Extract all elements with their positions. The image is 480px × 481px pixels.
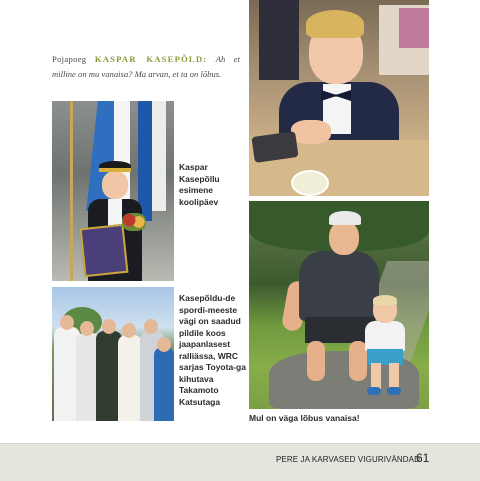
flag-blue: [138, 101, 152, 221]
person-head: [144, 319, 158, 334]
person-head: [157, 337, 171, 352]
photo-first-school-day: [52, 101, 174, 281]
caption-photo4: Mul on väga lõbus vanaisa!: [249, 413, 360, 423]
person-head: [122, 323, 136, 338]
caption-photo1: Kaspar Kasepõllu esimene koolipäev: [179, 162, 220, 207]
boy-hand: [291, 120, 331, 144]
background-person: [259, 0, 299, 80]
child-leg: [389, 363, 399, 389]
boy-hair: [306, 10, 364, 38]
photo-group-with-rally-driver: [52, 287, 174, 421]
person: [118, 335, 142, 421]
person-head: [60, 315, 74, 330]
person-head: [102, 319, 116, 334]
footer-title: PERE JA KARVASED VIGURIVÄNDAD: [276, 455, 420, 464]
man-face: [329, 221, 359, 255]
intro-quote: [52, 52, 240, 82]
book: [80, 224, 129, 277]
person-head: [80, 321, 94, 336]
boy-face: [102, 171, 128, 199]
man-cap: [329, 211, 361, 225]
background-person: [399, 8, 429, 48]
child-shoe: [367, 387, 381, 395]
photo-boy-bow-tie: [249, 0, 429, 196]
child-shoe: [387, 387, 401, 395]
flag-pole: [70, 101, 73, 281]
cup: [291, 170, 329, 196]
school-cap-band: [99, 168, 131, 172]
photo-grandfather-and-child: [249, 201, 429, 409]
quote-speaker-name: KASPAR KASEPÕLD:: [94, 54, 208, 64]
child-leg: [371, 363, 381, 389]
flowers: [122, 213, 146, 231]
page-number: 61: [416, 451, 430, 465]
person: [154, 347, 174, 421]
flag-white: [152, 101, 166, 211]
caption-photo2: Kasepõldu-de spordi-meeste vägi on saadud pildile koos jaapanlasest ralliässa, WRC sarjas Toyota-ga kihutava Takamoto Katsutaga: [179, 293, 246, 407]
man-leg: [307, 341, 325, 381]
quote-text: Ah et milline on mu vanaisa? Ma arvan, et ta on lõbus.: [52, 54, 240, 79]
quote-prefix: Pojapoeg: [52, 54, 87, 64]
man-tshirt: [299, 251, 379, 321]
child-shirt: [365, 321, 405, 351]
child-hair: [373, 295, 397, 305]
